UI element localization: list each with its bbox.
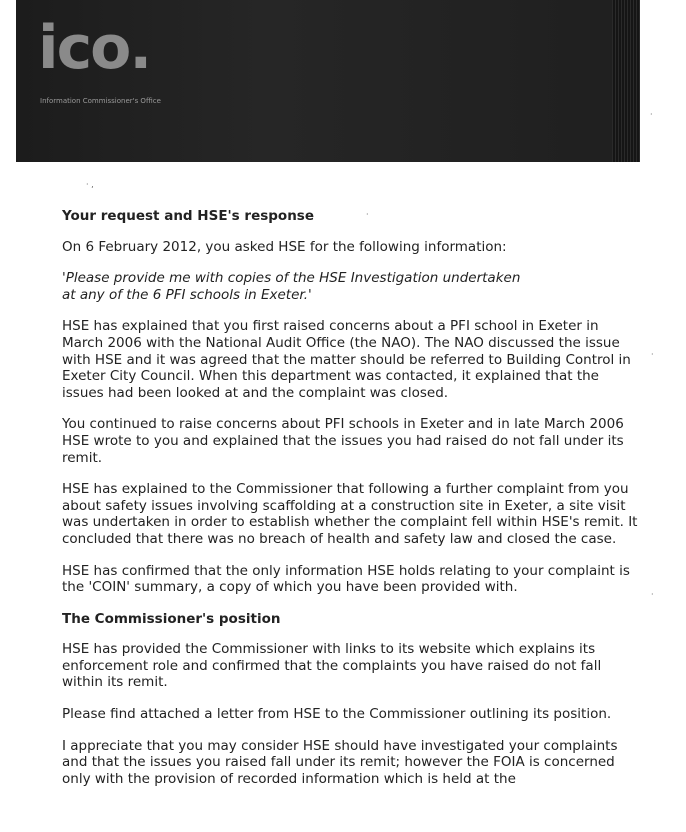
paragraph-request-date: On 6 February 2012, you asked HSE for the following information:	[62, 238, 507, 255]
letterhead-banner	[16, 0, 640, 162]
scan-speck: ·	[366, 210, 369, 219]
paragraph-continued-concerns: You continued to raise concerns about PFI schools in Exeter and in late March 2006 HSE wrote to you and explained that the issues you had raised do not fall under its remit.	[62, 416, 624, 466]
paragraph-attached-letter: Please find attached a letter from HSE to the Commissioner outlining its position.	[62, 706, 612, 723]
scan-speck: ·	[650, 110, 653, 119]
scan-speck: · ,	[86, 180, 94, 189]
section-heading-position: The Commissioner's position	[62, 610, 281, 627]
banner-edge-texture	[612, 0, 640, 162]
paragraph-enforcement-role: HSE has provided the Commissioner with links to its website which explains its enforcement role and confirmed that the complaints you have raised do not fall within its remit.	[62, 641, 602, 691]
ico-logo: ico.	[38, 13, 151, 83]
scan-speck: ·	[651, 590, 654, 599]
ico-logo-subtitle: Information Commissioner's Office	[40, 97, 161, 105]
letter-body	[62, 200, 642, 802]
paragraph-site-visit: HSE has explained to the Commissioner that following a further complaint from you about safety issues involving scaffolding at a construction site in Exeter, a site visit was undertaken in order to establish whether the complaint fell within HSE's remit. It concluded that there was no breach of health and safety law and closed the case.	[62, 481, 638, 547]
paragraph-request-quote: 'Please provide me with copies of the HSE Investigation undertaken at any of the 6 PFI schools in Exeter.'	[62, 270, 521, 303]
paragraph-coin-summary: HSE has confirmed that the only information HSE holds relating to your complaint is the 'COIN' summary, a copy of which you have been provided with.	[62, 562, 630, 596]
paragraph-foia-scope: I appreciate that you may consider HSE should have investigated your complaints and that the issues you raised fall under its remit; however the FOIA is concerned only with the provision of recorded information which is held at the	[62, 737, 618, 787]
section-heading-request: Your request and HSE's response	[62, 208, 314, 224]
scan-speck: ·	[651, 350, 654, 359]
paragraph-nao-history: HSE has explained that you first raised concerns about a PFI school in Exeter in March 2006 with the National Audit Office (the NAO). The NAO discussed the issue with HSE and it was agreed that the matter should be referred to Building Control in Exeter City Council. When this department was contacted, it explained that the issues had been looked at and the complaint was closed.	[62, 318, 631, 401]
